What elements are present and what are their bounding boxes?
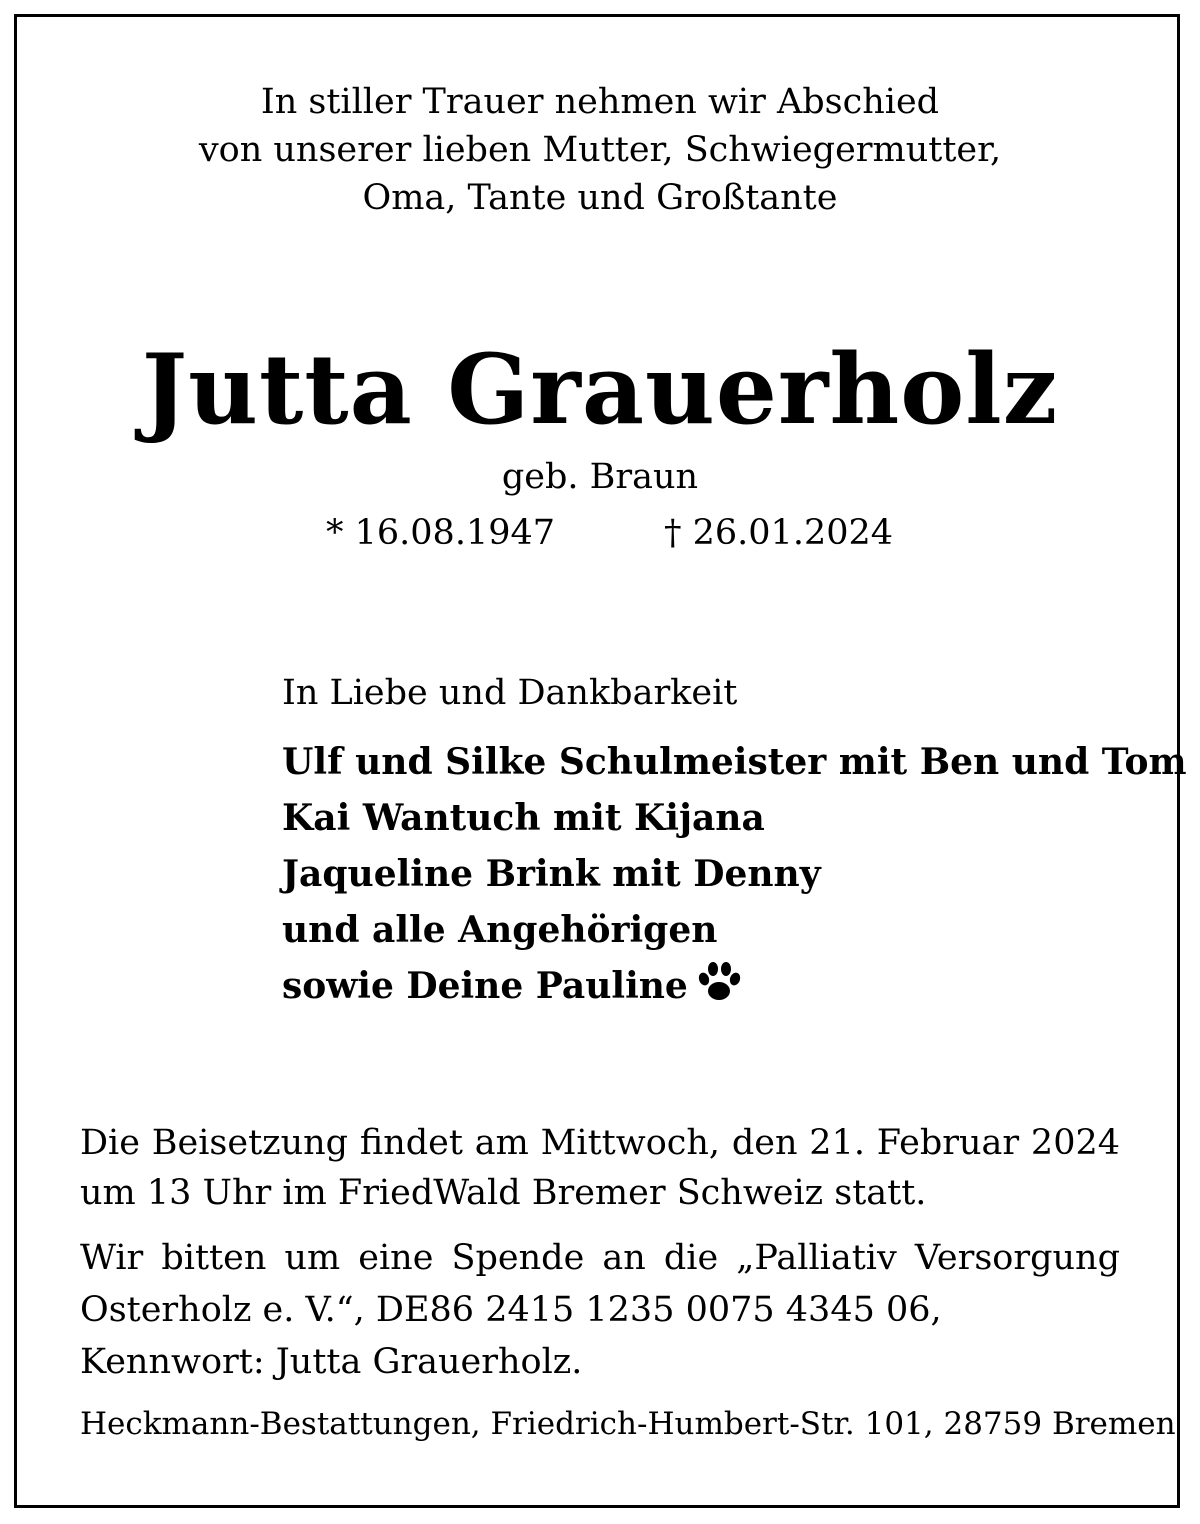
mourner-line: und alle Angehörigen (282, 909, 718, 951)
donation-keyword: Kennwort: Jutta Grauerholz. (80, 1342, 583, 1382)
intro-text (0, 78, 1200, 222)
mourner-line: Kai Wantuch mit Kijana (282, 797, 765, 839)
undertaker-info: Heckmann-Bestattungen, Friedrich-Humbert-Str. 101, 28759 Bremen (80, 1406, 1176, 1442)
intro-line-2: von unserer lieben Mutter, Schwiegermutter, (198, 130, 1002, 170)
mourner-line: sowie Deine Pauline (282, 965, 688, 1007)
maiden-name: geb. Braun (501, 457, 699, 497)
donation-text: Wir bitten um eine Spende an die „Palliativ Versorgung Osterholz e. V.“, DE86 2415 1235 0075 4345 06, (80, 1238, 1120, 1330)
intro-line-1: In stiller Trauer nehmen wir Abschied (260, 82, 940, 122)
mourner-line: Ulf und Silke Schulmeister mit Ben und Tom (282, 741, 1187, 783)
intro-line-3: Oma, Tante und Großtante (362, 178, 838, 218)
burial-info: Die Beisetzung findet am Mittwoch, den 21. Februar 2024 um 13 Uhr im FriedWald Bremer Schweiz statt. (80, 1123, 1120, 1213)
mourner-line: Jaqueline Brink mit Denny (282, 853, 821, 895)
mourners-list (282, 734, 1187, 1014)
mourners-heading: In Liebe und Dankbarkeit (282, 673, 738, 713)
mourner-line-pauline (282, 958, 1187, 1014)
donation-info (80, 1232, 1120, 1388)
deceased-name: Jutta Grauerholz (141, 333, 1059, 446)
death-date: † 26.01.2024 (664, 513, 894, 553)
paw-print-icon (694, 960, 744, 1004)
birth-date: * 16.08.1947 (326, 513, 556, 553)
